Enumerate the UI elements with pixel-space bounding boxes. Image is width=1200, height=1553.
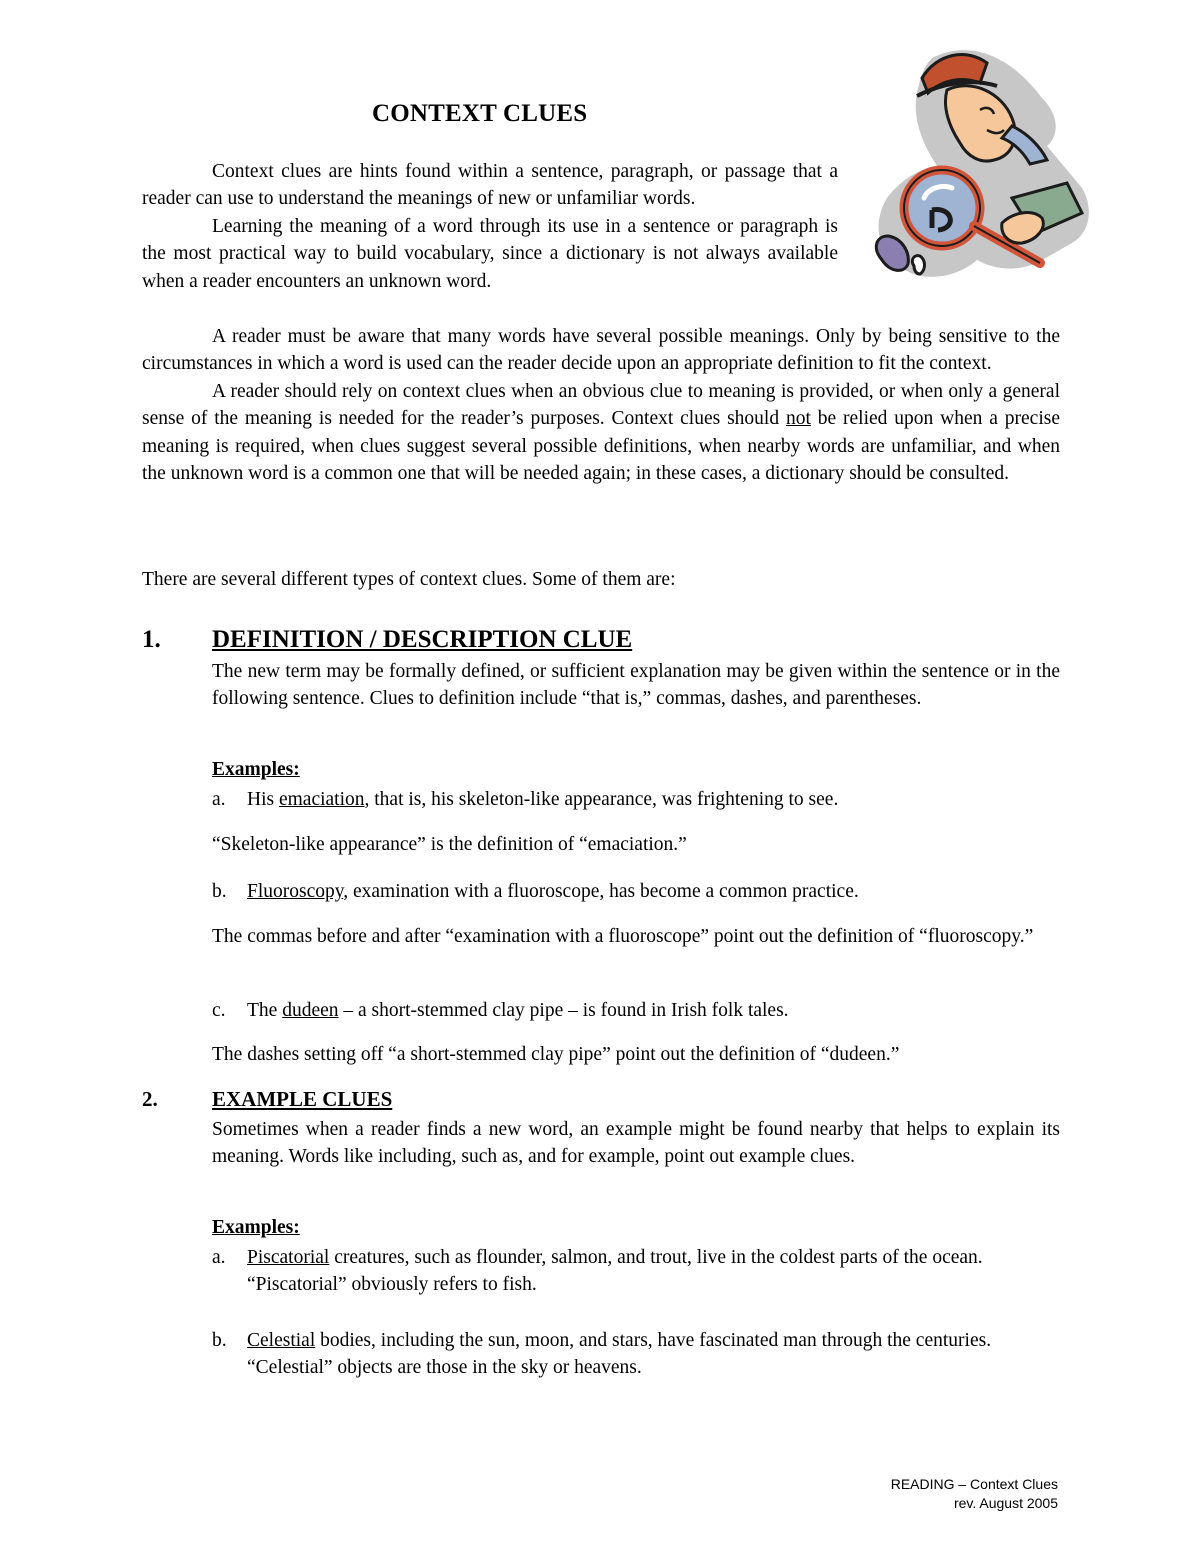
sentence-text: , that is, his skeleton-like appearance, was frightening to see. bbox=[364, 789, 839, 810]
example-sentence bbox=[247, 997, 1060, 1024]
section-2-heading: EXAMPLE CLUES bbox=[212, 1087, 393, 1111]
vocab-word: Celestial bbox=[247, 1330, 316, 1351]
section-2-description: Sometimes when a reader finds a new word, an example might be found nearby that helps to explain its meaning. Words like including, such as, and for example, point out example clues. bbox=[212, 1119, 1060, 1168]
section-2-examples-label: Examples: bbox=[212, 1217, 300, 1238]
example-sentence bbox=[247, 1244, 1060, 1299]
section-1-number: 1. bbox=[142, 626, 161, 653]
intro-paragraph-1: Context clues are hints found within a sentence, paragraph, or passage that a reader can use to understand the meanings of new or unfamiliar words. bbox=[142, 161, 838, 210]
section-1-description: The new term may be formally defined, or sufficient explanation may be given within the sentence or in the following sentence. Clues to definition include “that is,” commas, dashes, and parentheses. bbox=[212, 661, 1060, 710]
example-label: a. bbox=[212, 1247, 226, 1268]
sentence-text: – a short-stemmed clay pipe – is found in Irish folk tales. bbox=[338, 1000, 789, 1021]
example-sentence bbox=[247, 878, 1060, 905]
vocab-word: Fluoroscopy bbox=[247, 881, 344, 902]
detective-magnifying-glass-icon bbox=[862, 38, 1094, 306]
section-1-examples-label: Examples: bbox=[212, 759, 300, 780]
example-explanation: “Celestial” objects are those in the sky or heavens. bbox=[247, 1357, 642, 1379]
body-text bbox=[142, 323, 1060, 487]
example-sentence bbox=[247, 1327, 1060, 1382]
example-label: b. bbox=[212, 1330, 227, 1351]
sentence-text: creatures, such as flounder, salmon, and trout, live in the coldest parts of the ocean. bbox=[329, 1247, 983, 1268]
example-label: a. bbox=[212, 789, 226, 810]
body-paragraph-4 bbox=[142, 378, 1060, 488]
footer-course: READING – Context Clues bbox=[890, 1476, 1058, 1492]
section-1-example-c-explanation: The dashes setting off “a short-stemmed clay pipe” point out the definition of “dudeen.” bbox=[212, 1044, 900, 1065]
section-1-heading: DEFINITION / DESCRIPTION CLUE bbox=[212, 626, 633, 653]
sentence-text: The bbox=[247, 1000, 283, 1021]
example-explanation: “Piscatorial” obviously refers to fish. bbox=[247, 1274, 537, 1296]
paragraph-text: A reader should rely on context clues when an obvious clue to meaning is provided, or when only a general sense of the meaning is needed for the reader’s purposes. Context clues should bbox=[142, 380, 1060, 430]
intro-paragraph-2: Learning the meaning of a word through its use in a sentence or paragraph is the most practical way to build vocabulary, since a dictionary is not always available when a reader encounters an unknown word. bbox=[142, 215, 838, 292]
page-footer bbox=[891, 1475, 1058, 1513]
types-intro-line: There are several different types of context clues. Some of them are: bbox=[142, 569, 676, 590]
example-sentence bbox=[247, 786, 1060, 813]
section-1-example-b-explanation: The commas before and after “examination with a fluoroscope” point out the definition of “fluoroscopy.” bbox=[212, 926, 1034, 947]
sentence-text: , examination with a fluoroscope, has become a common practice. bbox=[343, 881, 859, 902]
example-label: b. bbox=[212, 881, 227, 902]
example-label: c. bbox=[212, 1000, 226, 1021]
vocab-word: dudeen bbox=[282, 1000, 339, 1021]
page-title: CONTEXT CLUES bbox=[372, 100, 588, 127]
body-paragraph-3: A reader must be aware that many words have several possible meanings. Only by being sensitive to the circumstances in which a word is used can the reader decide upon an appropriate definition to fit the context. bbox=[142, 326, 1060, 375]
footer-revision: rev. August 2005 bbox=[953, 1495, 1058, 1511]
sentence-text: bodies, including the sun, moon, and stars, have fascinated man through the centuries. bbox=[315, 1330, 992, 1351]
sentence-text: His bbox=[247, 789, 279, 810]
section-1-example-a-explanation: “Skeleton-like appearance” is the definition of “emaciation.” bbox=[212, 834, 687, 855]
section-2-number: 2. bbox=[142, 1087, 158, 1111]
emphasis-not: not bbox=[785, 408, 811, 430]
vocab-word: Piscatorial bbox=[247, 1247, 330, 1268]
intro-text bbox=[142, 158, 838, 295]
paragraph-text: be relied upon when a precise meaning is required, when clues suggest several possible definitions, when nearby words are unfamiliar, and when the unknown word is a common one that will be needed again; in these cases, a dictionary should be consulted. bbox=[142, 408, 1060, 485]
vocab-word: emaciation bbox=[278, 789, 365, 810]
